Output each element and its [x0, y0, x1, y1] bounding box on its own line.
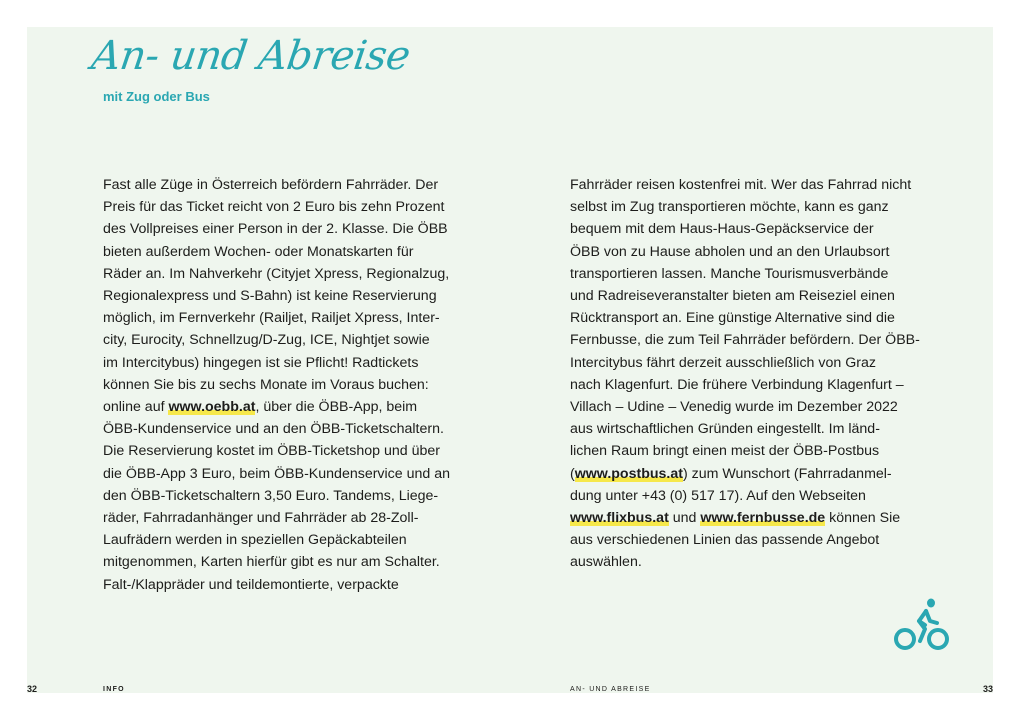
text-fragment: , über die ÖBB-App, beim [255, 399, 418, 416]
text-line: den ÖBB-Ticketschaltern 3,50 Euro. Tandems, Liege- [103, 487, 439, 504]
page-title: An- und Abreise [88, 33, 413, 79]
text-line: und Radreiseveranstalter bieten am Reiseziel einen [570, 288, 895, 305]
link-postbus[interactable]: www.postbus.at [574, 465, 683, 482]
text-line: Villach – Udine – Venedig wurde im Dezember 2022 [570, 399, 898, 416]
text-line: im Intercitybus) hingegen ist sie Pflicht! Radtickets [103, 354, 419, 371]
link-flixbus[interactable]: www.flixbus.at [570, 510, 669, 527]
left-text-column [103, 174, 473, 596]
text-line: des Vollpreises einer Person in der 2. Klasse. Die ÖBB [103, 221, 448, 238]
text-line: Die Reservierung kostet im ÖBB-Ticketshop und über [103, 443, 440, 460]
text-line: nach Klagenfurt. Die frühere Verbindung Klagenfurt – [570, 376, 904, 393]
text-line: ÖBB von zu Hause abholen und an den Urlaubsort [570, 243, 890, 260]
text-line: Preis für das Ticket reicht von 2 Euro bis zehn Prozent [103, 199, 445, 216]
text-line: die ÖBB-App 3 Euro, beim ÖBB-Kundenservice und an [103, 465, 450, 482]
text-line: Fast alle Züge in Österreich befördern Fahrräder. Der [103, 177, 439, 193]
page-subtitle: mit Zug oder Bus [103, 89, 210, 104]
text-line: bequem mit dem Haus-Haus-Gepäckservice der [570, 221, 874, 238]
text-line: Räder an. Im Nahverkehr (Cityjet Xpress, Regionalzug, [103, 265, 450, 282]
cyclist-icon [892, 597, 952, 653]
text-fragment: ( [570, 465, 575, 482]
right-text-column [570, 174, 940, 574]
text-line [570, 507, 940, 529]
right-section-label: AN- UND ABREISE [570, 686, 651, 693]
text-line: Falt-/Klappräder und teildemontierte, verpackte [103, 576, 399, 593]
text-line: dung unter +43 (0) 517 17). Auf den Webseiten [570, 487, 866, 504]
text-line: Laufrädern werden in speziellen Gepäckabteilen [103, 532, 407, 549]
text-fragment: können Sie [825, 510, 901, 527]
text-line: können Sie bis zu sechs Monate im Voraus buchen: [103, 376, 429, 393]
text-line: Fahrräder reisen kostenfrei mit. Wer das Fahrrad nicht [570, 177, 912, 193]
text-line: lichen Raum bringt einen meist der ÖBB-Postbus [570, 443, 880, 460]
link-fernbusse[interactable]: www.fernbusse.de [700, 510, 826, 527]
text-line: auswählen. [570, 554, 642, 571]
text-line: bieten außerdem Wochen- oder Monatskarten für [103, 243, 414, 260]
text-line: räder, Fahrradanhänger und Fahrräder ab 28-Zoll- [103, 510, 419, 527]
text-line: transportieren lassen. Manche Tourismusverbände [570, 265, 889, 282]
text-line: ÖBB-Kundenservice und an den ÖBB-Ticketschaltern. [103, 421, 444, 438]
text-line [570, 463, 940, 485]
text-line: aus verschiedenen Linien das passende Angebot [570, 532, 880, 549]
text-line: Fernbusse, die zum Teil Fahrräder befördern. Der ÖBB- [570, 332, 920, 349]
text-line: Rücktransport an. Eine günstige Alternative sind die [570, 310, 895, 327]
text-line: mitgenommen, Karten hierfür gibt es nur am Schalter. [103, 554, 440, 571]
text-line: Regionalexpress und S-Bahn) ist keine Reservierung [103, 288, 437, 305]
text-fragment: und [668, 510, 701, 527]
text-fragment: online auf [103, 399, 169, 416]
text-fragment: ) zum Wunschort (Fahrradanmel- [682, 465, 892, 482]
text-line: city, Eurocity, Schnellzug/D-Zug, ICE, Nightjet sowie [103, 332, 430, 349]
left-page-number: 32 [27, 684, 38, 694]
right-page-number: 33 [983, 684, 994, 694]
text-line [103, 396, 473, 418]
left-section-label: INFO [103, 686, 125, 693]
text-line: aus wirtschaftlichen Gründen eingestellt. Im länd- [570, 421, 880, 438]
text-line: Intercitybus fährt derzeit ausschließlich von Graz [570, 354, 876, 371]
link-oebb[interactable]: www.oebb.at [168, 399, 256, 416]
text-line: möglich, im Fernverkehr (Railjet, Railjet Xpress, Inter- [103, 310, 440, 327]
text-line: selbst im Zug transportieren möchte, kann es ganz [570, 199, 889, 216]
